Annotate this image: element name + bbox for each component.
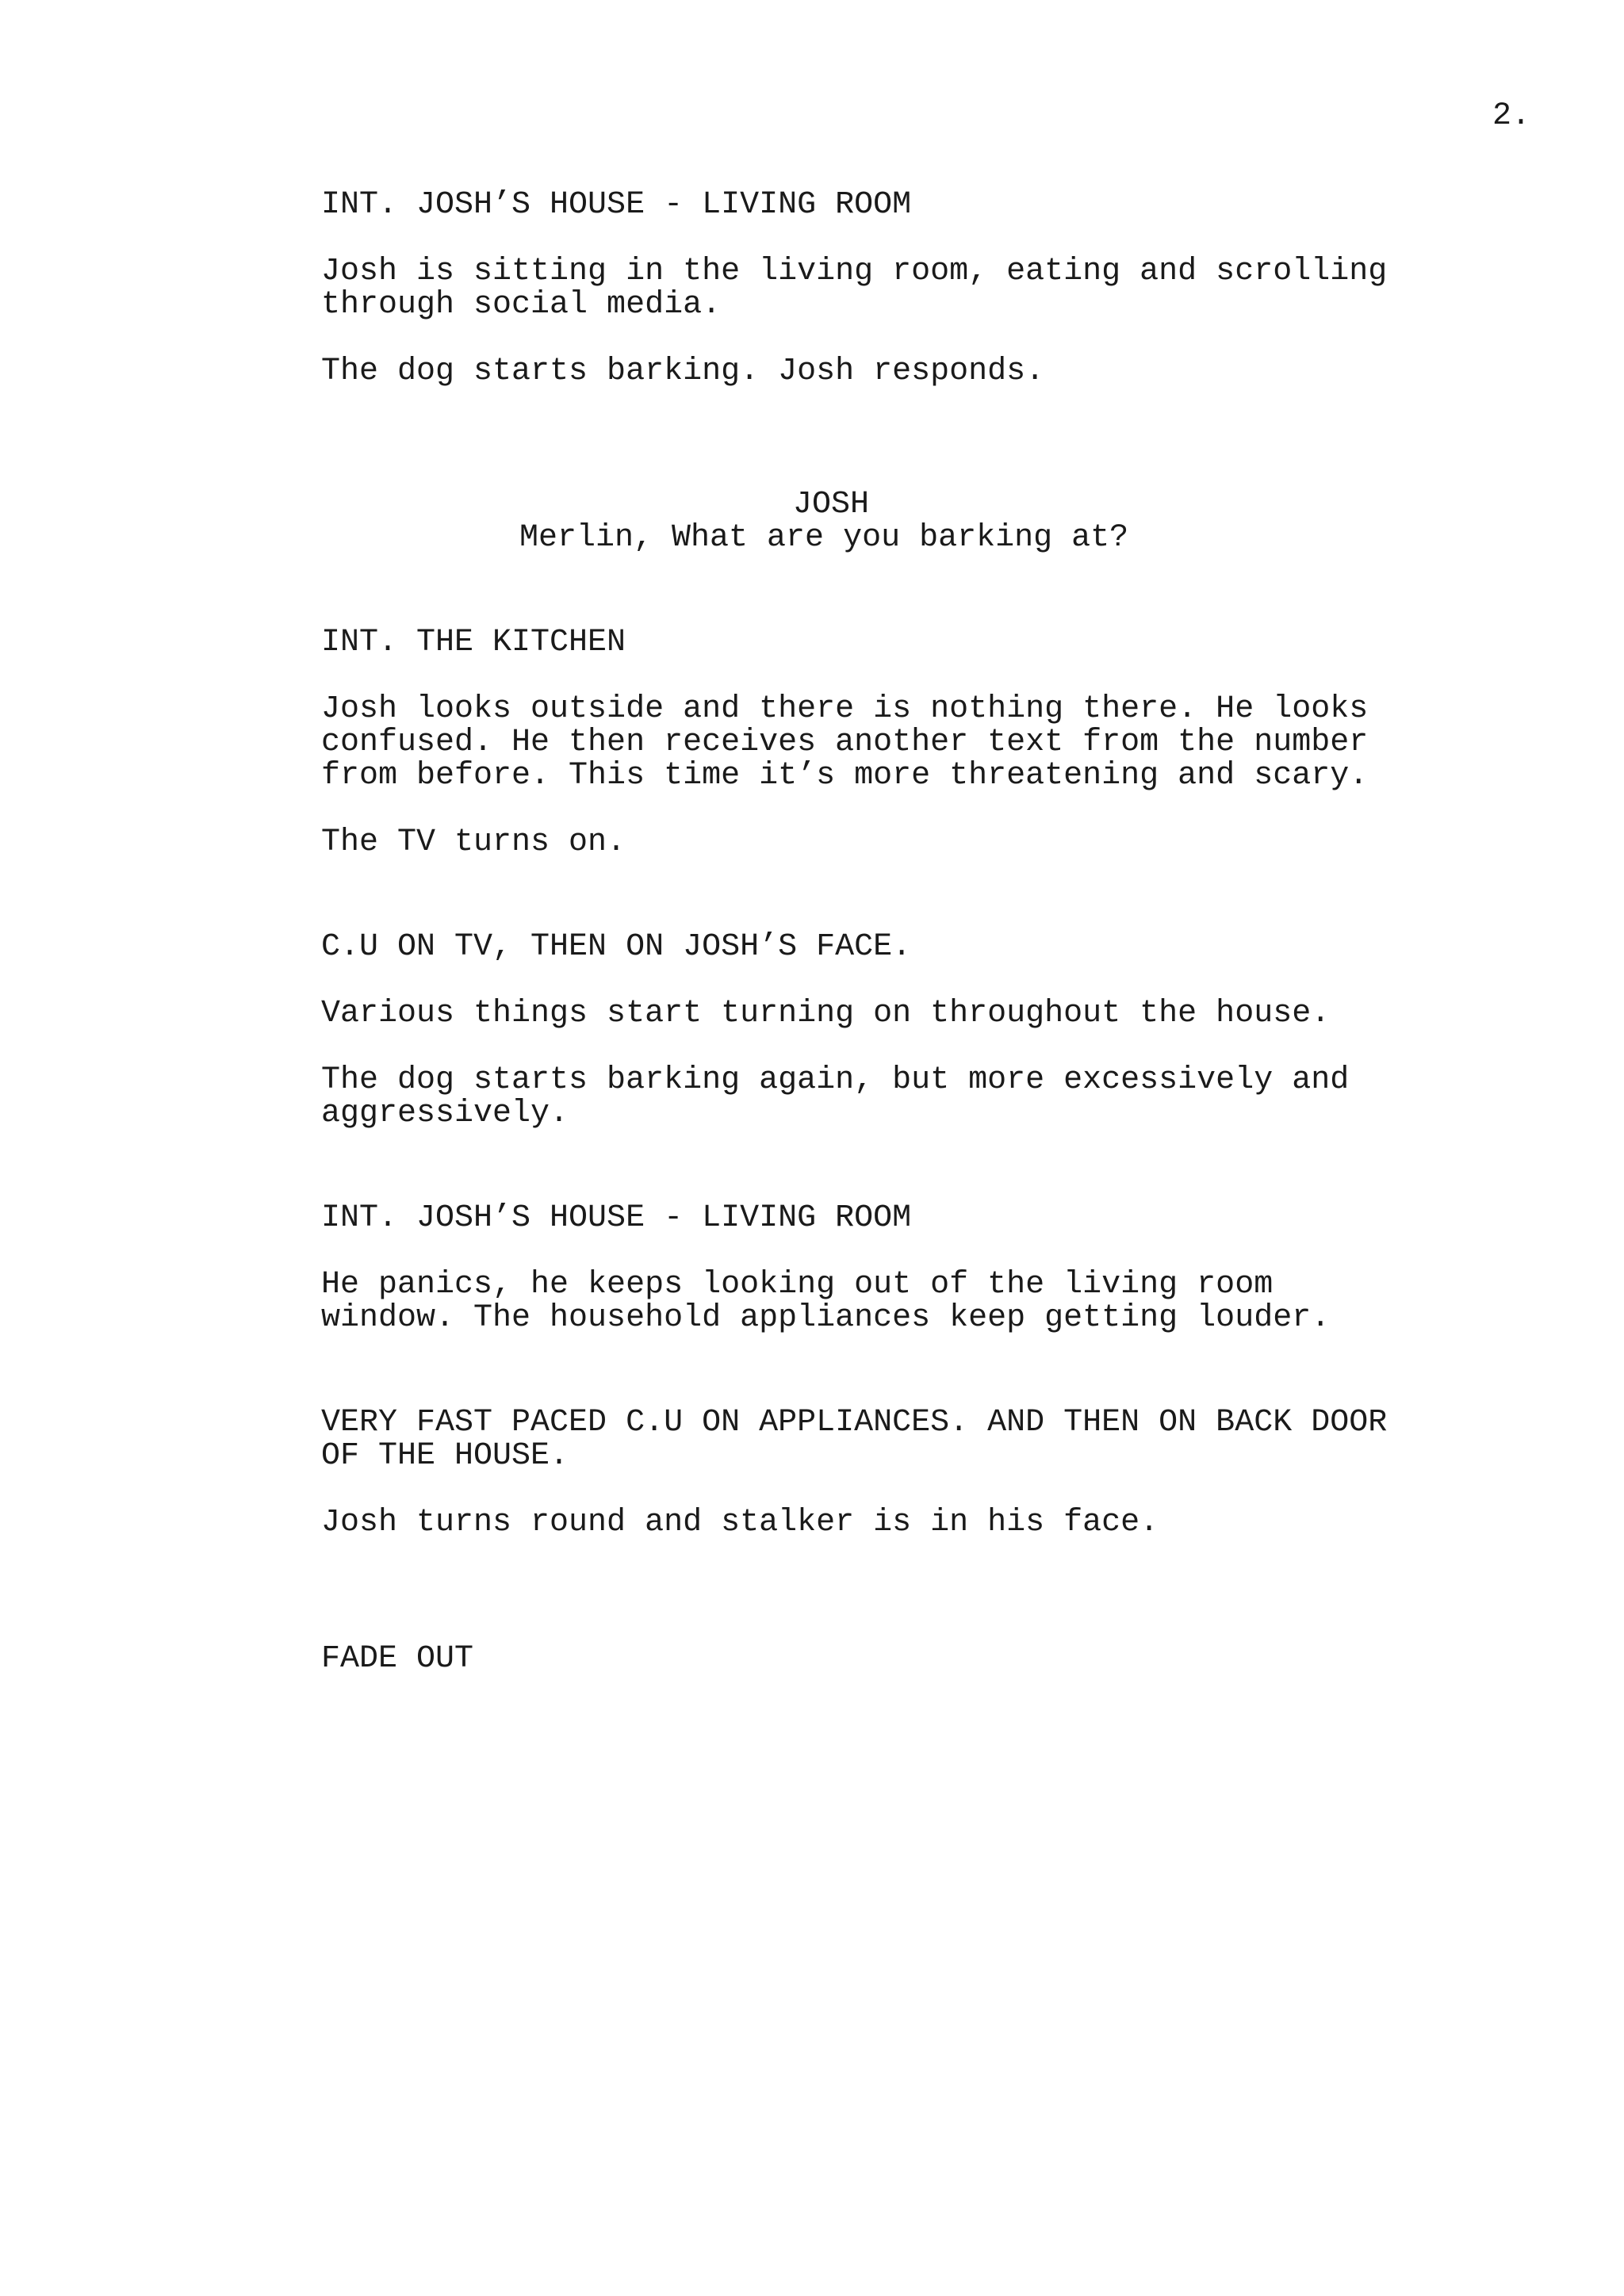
dialogue-merlin: Merlin, What are you barking at? bbox=[519, 520, 1129, 556]
action-josh-scrolling: Josh is sitting in the living room, eating and scrolling through social media. bbox=[321, 254, 1388, 323]
shot-cu-tv: C.U ON TV, THEN ON JOSH’S FACE. bbox=[321, 929, 912, 965]
action-dog-barking-again: The dog starts barking again, but more excessively and aggressively. bbox=[321, 1062, 1350, 1131]
action-josh-panics: He panics, he keeps looking out of the living room window. The household appliances keep getting louder. bbox=[321, 1267, 1331, 1336]
action-josh-looks-outside: Josh looks outside and there is nothing there. He looks confused. He then receives another text from the number from before. This time it’s more threatening and scary. bbox=[321, 691, 1369, 794]
character-name-josh: JOSH bbox=[793, 487, 870, 522]
shot-fast-paced-appliances: VERY FAST PACED C.U ON APPLIANCES. AND THEN ON BACK DOOR OF THE HOUSE. bbox=[321, 1405, 1388, 1474]
transition-fade-out: FADE OUT bbox=[321, 1641, 474, 1677]
scene-heading-living-room: INT. JOSH’S HOUSE - LIVING ROOM bbox=[321, 187, 912, 223]
action-dog-barking: The dog starts barking. Josh responds. bbox=[321, 354, 1045, 389]
scene-heading-living-room-2: INT. JOSH’S HOUSE - LIVING ROOM bbox=[321, 1200, 912, 1236]
page-number: 2. bbox=[1492, 98, 1530, 134]
action-tv-turns-on: The TV turns on. bbox=[321, 825, 626, 860]
action-things-turning-on: Various things start turning on throughout the house. bbox=[321, 996, 1331, 1031]
action-stalker-in-face: Josh turns round and stalker is in his face. bbox=[321, 1505, 1159, 1540]
scene-heading-kitchen: INT. THE KITCHEN bbox=[321, 625, 626, 660]
